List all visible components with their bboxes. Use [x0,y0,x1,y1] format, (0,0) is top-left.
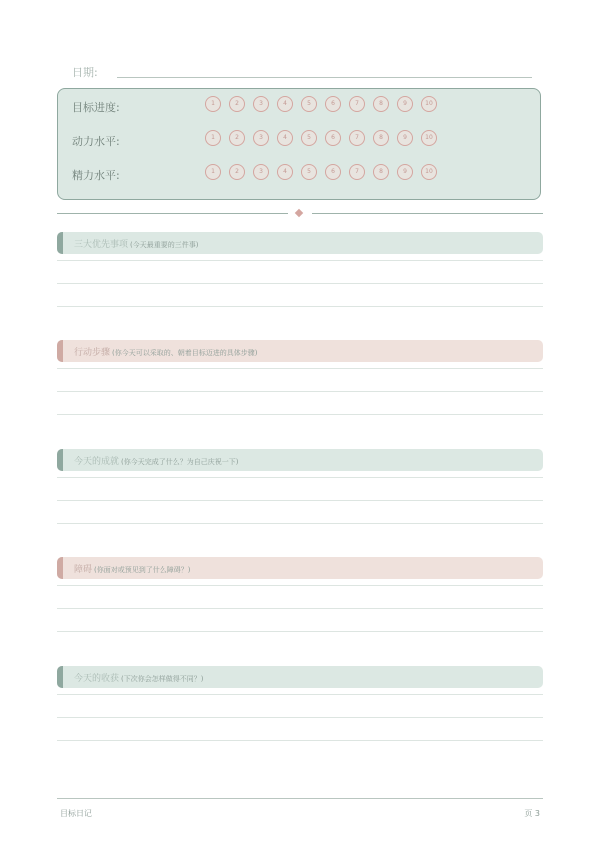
section-accent-bar [57,232,63,254]
rating-circle[interactable]: 7 [349,96,365,112]
section-header [57,340,543,362]
section-header [57,557,543,579]
writing-line[interactable] [57,740,543,741]
rating-circle[interactable]: 1 [205,164,221,180]
rating-circle[interactable]: 10 [421,130,437,146]
section-accent-bar [57,557,63,579]
section-subtitle: (你今天可以采取的、朝着目标迈进的具体步骤) [112,349,258,357]
scale-label: 动力水平: [72,135,120,148]
rating-circle[interactable]: 4 [277,130,293,146]
scale-label: 目标进度: [72,101,120,114]
writing-line[interactable] [57,694,543,695]
rating-circle[interactable]: 7 [349,130,365,146]
section-title [74,671,203,684]
footer-divider [57,798,543,799]
rating-circle[interactable]: 3 [253,96,269,112]
rating-circle[interactable]: 3 [253,164,269,180]
divider-left [57,213,288,214]
rating-circles [205,164,445,180]
rating-scales-box [57,88,541,200]
date-row [72,62,532,80]
writing-line[interactable] [57,500,543,501]
rating-circle[interactable]: 2 [229,96,245,112]
section-subtitle: (今天最重要的三件事) [130,241,199,249]
section-title [74,454,238,467]
section-title [74,237,198,250]
writing-line[interactable] [57,306,543,307]
rating-circle[interactable]: 4 [277,96,293,112]
scale-row-goal-progress [72,96,532,116]
rating-circle[interactable]: 6 [325,130,341,146]
section-top-priorities [57,232,543,254]
section-title-main: 今天的收获 [74,674,120,684]
rating-circle[interactable]: 8 [373,96,389,112]
rating-circle[interactable]: 9 [397,96,413,112]
scale-row-motivation [72,130,532,150]
rating-circle[interactable]: 1 [205,130,221,146]
writing-line[interactable] [57,717,543,718]
section-header [57,232,543,254]
rating-circle[interactable]: 7 [349,164,365,180]
rating-circle[interactable]: 1 [205,96,221,112]
rating-circle[interactable]: 5 [301,130,317,146]
rating-circle[interactable]: 4 [277,164,293,180]
writing-line[interactable] [57,368,543,369]
section-title-main: 障碍 [74,565,93,575]
writing-line[interactable] [57,477,543,478]
section-subtitle: (你今天完成了什么？为自己庆祝一下) [121,458,239,466]
scale-label: 精力水平: [72,169,120,182]
rating-circle[interactable]: 10 [421,164,437,180]
rating-circle[interactable]: 2 [229,164,245,180]
footer-journal-name: 目标日记 [60,809,92,818]
rating-circle[interactable]: 3 [253,130,269,146]
writing-line[interactable] [57,260,543,261]
section-obstacles [57,557,543,579]
writing-line[interactable] [57,283,543,284]
rating-circle[interactable]: 8 [373,130,389,146]
section-accent-bar [57,666,63,688]
rating-circles [205,130,445,146]
section-title [74,562,190,575]
writing-line[interactable] [57,414,543,415]
rating-circle[interactable]: 10 [421,96,437,112]
scale-row-energy [72,164,532,184]
section-title-main: 今天的成就 [74,457,120,467]
rating-circle[interactable]: 6 [325,96,341,112]
section-action-steps [57,340,543,362]
rating-circle[interactable]: 5 [301,96,317,112]
rating-circle[interactable]: 8 [373,164,389,180]
section-header [57,449,543,471]
rating-circle[interactable]: 9 [397,164,413,180]
rating-circle[interactable]: 6 [325,164,341,180]
section-title-main: 三大优先事项 [74,240,129,250]
section-title-main: 行动步骤 [74,348,111,358]
section-accent-bar [57,340,63,362]
writing-line[interactable] [57,608,543,609]
rating-circle[interactable]: 9 [397,130,413,146]
section-lessons [57,666,543,688]
rating-circle[interactable]: 5 [301,164,317,180]
rating-circle[interactable]: 2 [229,130,245,146]
writing-line[interactable] [57,391,543,392]
rating-circles [205,96,445,112]
section-subtitle: (下次你会怎样做得不同？) [121,675,204,683]
date-label: 日期: [72,66,98,79]
divider-right [312,213,543,214]
diamond-ornament-icon [295,209,303,217]
section-title [74,345,257,358]
section-achievements [57,449,543,471]
date-input-line[interactable] [117,77,532,78]
writing-line[interactable] [57,585,543,586]
section-subtitle: (你面对或预见到了什么障碍？) [94,566,191,574]
writing-line[interactable] [57,631,543,632]
section-header [57,666,543,688]
section-accent-bar [57,449,63,471]
writing-line[interactable] [57,523,543,524]
footer-page-number: 页 3 [524,809,540,818]
